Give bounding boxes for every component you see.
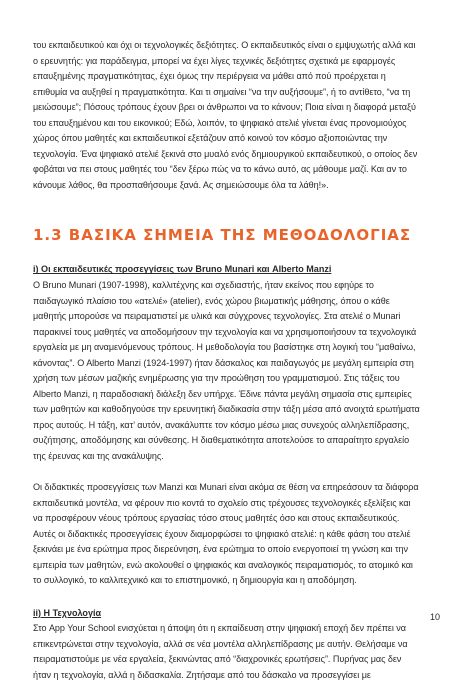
subsection-heading-munari-manzi: i) Οι εκπαιδευτικές προσεγγίσεις των Bruno Munari και Alberto Manzi: [33, 264, 332, 275]
page-number: 10: [429, 612, 440, 622]
subsection-heading-technology: ii) Η Τεχνολογία: [33, 607, 102, 618]
document-body: [33, 38, 421, 684]
paragraph-didactic-approaches: Οι διδακτικές προσεγγίσεις των Manzi και Munari είναι ακόμα σε θέση να επηρεάσουν τα διάφορα εκπαιδευτικά μοντέλα, να φέρουν πιο κοντά το σχολείο στις τρέχουσες τεχνολογικές εξελίξεις και να προσφέρουν νέους τρόπους εργασίας τόσο στους μαθητές όσο και στους εκπαιδευτικούς. Αυτές οι διδακτικές προσεγγίσεις έχουν διαμορφώσει το ψηφιακό ατελιέ: η κάθε φάση του ατελιέ ξεκινάει με ένα ερώτημα προς διερεύνηση, ένα ερώτημα το οποίο ενεργοποιεί τη γνώση και την εμπειρία των μαθητών, ενώ ακολουθεί ο ψηφιακός και αναλογικός πειραματισμός, το ατομικό και το συλλογικό, το καλλιτεχνικό και το επιστημονικό, η δημιουργία και η αποδόμηση.: [33, 482, 419, 586]
section-heading: 1.3 ΒΑΣΙΚΑ ΣΗΜΕΙΑ ΤΗΣ ΜΕΘΟΔΟΛΟΓΙΑΣ: [33, 226, 412, 245]
intro-paragraph: του εκπαιδευτικού και όχι οι τεχνολογικές δεξιότητες. Ο εκπαιδευτικός είναι ο εμψυχωτής αλλά και ο ερευνητής: για παράδειγμα, μπορεί να έχει λίγες τεχνικές δεξιότητες σχετικά με εφαρμογές επαυξημένης πραγματικότητας, έχει όμως την περιέργεια να μάθει από πού προέρχεται η επιθυμία να αυξηθεί η πραγματικότητα. Και τι σημαίνει “να την αυξήσουμε”, ή το αντίθετο, “να τη μειώσουμε”; Πόσους τρόπους έχουν βρει οι άνθρωποι να το κάνουν; Ποια είναι η διαφορά μεταξύ του επαυξημένου και του εικονικού; Εδώ, λοιπόν, το ψηφιακό ατελιέ γίνεται ένας προνομιούχος χώρος όπου μαθητές και εκπαιδευτικοί εξετάζουν από κοινού τον κόσμο αξιοποιώντας την τεχνολογία. Ένα ψηφιακό ατελιέ ξεκινά στο μυαλό ενός δημιουργικού εκπαιδευτικού, ο οποίος δεν φοβάται να πει στους μαθητές του “δεν ξέρω πώς να το κάνω αυτό, ας μάθουμε μαζί. Και αν το κάνουμε λάθος, θα προσπαθήσουμε ξανά. Ας σημειώσουμε όλα τα λάθη!».: [33, 40, 418, 190]
paragraph-technology: Στο App Your School ενισχύεται η άποψη ότι η εκπαίδευση στην ψηφιακή εποχή δεν πρέπει να επικεντρώνεται στην τεχνολογία, αλλά σε νέα μοντέλα αλληλεπίδρασης με αυτήν. Θελήσαμε να πειραματιστούμε με νέα εργαλεία, ξεκινώντας από “διαχρονικές ερωτήσεις”. Πυρήνας μας δεν ήταν η τεχνολογία, αλλά η διδασκαλία. Ζητήσαμε από του δάσκαλο να προσεγγίσει με: [33, 623, 408, 680]
paragraph-munari-manzi: O Bruno Munari (1907-1998), καλλιτέχνης και σχεδιαστής, ήταν εκείνος που εφηύρε το παιδαγωγικό πλαίσιο του «ατελιέ» (atelier), ενός χώρου βιωματικής μάθησης, όπου ο κάθε μαθητής μπορούσε να πειραματιστεί με υλικά και σύγχρονες τεχνολογίες. Στα ατελιέ ο Munari παρακινεί τους μαθητές να αποδομήσουν την τεχνολογία και να χρησιμοποιήσουν τα τεχνολογικά εργαλεία με μη αναμενόμενους τρόπους. Η μεθοδολογία του βασίστηκε στη λογική του “μαθαίνω, κάνοντας”. O Alberto Manzi (1924-1997) ήταν δάσκαλος και παιδαγωγός με μεγάλη εμπειρία στη χρήση των μέσων μαζικής ενημέρωσης για την προώθηση του γραμματισμού. Στις τάξεις του Alberto Manzi, η παραδοσιακή διάλεξη δεν υπήρχε. Έδινε πάντα μεγάλη σημασία στις εμπειρίες των μαθητών και καθοδηγούσε την ερευνητική διαδικασία στην τάξη μέσα από ανοιχτά ερωτήματα προς αυτούς. Η τάξη, κατ’ αυτόν, ανακάλυπτε τον κόσμο μέσω μιας συνεχούς αλληλεπίδρασης, συζήτησης, αποδόμησης και σύνθεσης. Η διαθεματικότητα αποτελούσε το απαραίτητο εργαλείο της έρευνας και της ανακάλυψης.: [33, 279, 420, 461]
